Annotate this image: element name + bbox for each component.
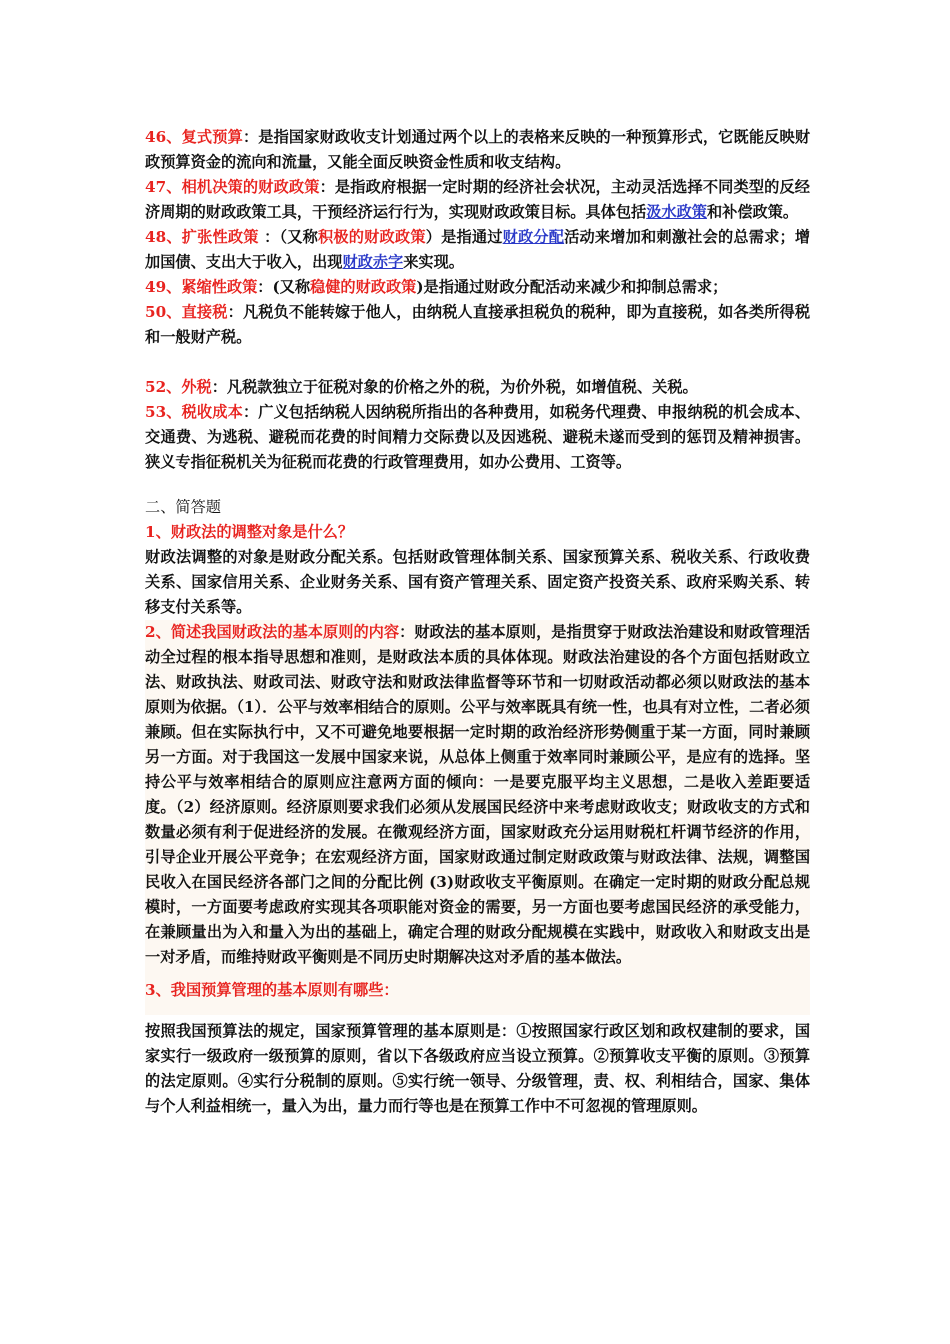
term-48 [145, 225, 810, 275]
question-2-title: 2、简述我国财政法的基本原则的内容 [145, 623, 400, 641]
link-fiscal-deficit[interactable]: 财政赤字 [342, 253, 404, 271]
term-title: 46、复式预算 [145, 128, 243, 146]
term-text: ：（又称 [258, 228, 319, 246]
term-47 [145, 175, 810, 225]
term-46 [145, 125, 810, 175]
question-3-title: 3、我国预算管理的基本原则有哪些： [145, 981, 399, 999]
term-text: 活动来增加和刺激社会的总需求；增加国债、支出大于收入，出现 [145, 228, 811, 271]
term-50 [145, 300, 810, 350]
question-1-title: 1、财政法的调整对象是什么？ [145, 523, 354, 541]
section-heading: 二、简答题 [145, 498, 221, 516]
question-2 [145, 620, 810, 970]
link-jishui-policy[interactable]: 汲水政策 [646, 203, 707, 221]
term-definition: ：是指政府根据一定时期的经济社会状况，主动灵活选择不同类型的反经济周期的财政政策工具，干预经济运行行为，实现财政政策目标。具体包括 [145, 178, 810, 221]
term-alias: 稳健的财政政策 [310, 278, 417, 296]
term-definition: ：凡税款独立于征税对象的价格之外的税，为价外税，如增值税、关税。 [211, 378, 698, 396]
term-title: 47、相机决策的财政政策 [145, 178, 320, 196]
document-body [145, 125, 810, 1119]
term-title: 53、税收成本 [145, 403, 243, 421]
term-text: 来实现。 [403, 253, 464, 271]
link-fiscal-distribution[interactable]: 财政分配 [502, 228, 565, 246]
term-text: ）是指通过 [425, 228, 503, 246]
question-1-answer: 财政法调整的对象是财政分配关系。包括财政管理体制关系、国家预算关系、税收关系、行政收费关系、国家信用关系、企业财务关系、国有资产管理关系、固定资产投资关系、政府采购关系、转移支付关系等。 [145, 548, 810, 616]
term-definition: ：是指国家财政收支计划通过两个以上的表格来反映的一种预算形式，它既能反映财政预算资金的流向和流量，又能全面反映资金性质和收支结构。 [145, 128, 811, 171]
term-alias: 积极的财政政策 [318, 228, 426, 246]
question-2-answer: ：财政法的基本原则，是指贯穿于财政法治建设和财政管理活动全过程的根本指导思想和准则，是财政法本质的具体体现。财政法治建设的各个方面包括财政立法、财政执法、财政司法、财政守法和财政法律监督等环节和一切财政活动都必须以财政法的基本原则为依据。（1）．公平与效率相结合的原则。公平与效率既具有统一性，也具有对立性，二者必须兼顾。但在实际执行中，又不可避免地要根据一定时期的政治经济形势侧重于某一方面，同时兼顾另一方面。对于我国这一发展中国家来说，从总体上侧重于效率同时兼顾公平，是应有的选择。坚持公平与效率相结合的原则应注意两方面的倾向：一是要克服平均主义思想，二是收入差距要适度。（2）经济原则。经济原则要求我们必须从发展国民经济中来考虑财政收支；财政收支的方式和数量必须有利于促进经济的发展。在微观经济方面，国家财政充分运用财税杠杆调节经济的作用，引导企业开展公平竞争；在宏观经济方面，国家财政通过制定财政政策与财政法律、法规，调整国民收入在国民经济各部门之间的分配比例 (3)财政收支平衡原则。在确定一定时期的财政分配总规模时，一方面要考虑政府实现其各项职能对资金的需要，另一方面也要考虑国民经济的承受能力，在兼顾量出为入和量入为出的基础上，确定合理的财政分配规模在实践中，财政收入和财政支出是一对矛盾，而维持财政平衡则是不同历史时期解决这对矛盾的基本做法。 [145, 623, 810, 966]
term-title: 50、直接税 [145, 303, 228, 321]
term-definition: ：凡税负不能转嫁于他人，由纳税人直接承担税负的税种，即为直接税，如各类所得税和一般财产税。 [145, 303, 811, 346]
highlighted-block [145, 620, 810, 1015]
term-49 [145, 275, 810, 300]
spacer [145, 350, 810, 375]
term-text: )是指通过财政分配活动来减少和抑制总需求； [416, 278, 728, 296]
term-title: 49、紧缩性政策 [145, 278, 258, 296]
term-definition-tail: 和补偿政策。 [706, 203, 799, 221]
question-3-answer: 按照我国预算法的规定，国家预算管理的基本原则是：①按照国家行政区划和政权建制的要求，国家实行一级政府一级预算的原则，省以下各级政府应当设立预算。②预算收支平衡的原则。③预算的法定原则。④实行分税制的原则。⑤实行统一领导、分级管理，责、权、利相结合，国家、集体与个人利益相统一，量入为出，量力而行等也是在预算工作中不可忽视的管理原则。 [145, 1022, 810, 1115]
term-53 [145, 400, 810, 475]
term-text: ：(又称 [257, 278, 311, 296]
term-title: 52、外税 [145, 378, 212, 396]
term-52 [145, 375, 810, 400]
term-title: 48、扩张性政策 [145, 228, 259, 246]
term-definition: ：广义包括纳税人因纳税所指出的各种费用，如税务代理费、申报纳税的机会成本、交通费、为逃税、避税而花费的时间精力交际费以及因逃税、避税未遂而受到的惩罚及精神损害。狭义专指征税机关为征税而花费的行政管理费用，如办公费用、工资等。 [145, 403, 811, 471]
